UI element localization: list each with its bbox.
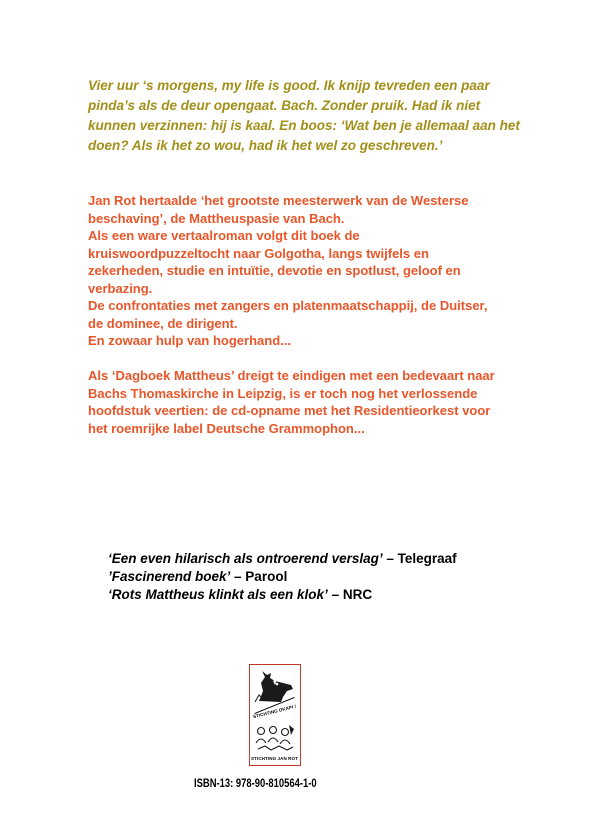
- review-source: – NRC: [327, 587, 373, 602]
- review-nrc: [108, 586, 548, 604]
- blurb-paragraph-2: Als ‘Dagboek Mattheus’ dreigt te eindigen met een bedevaart naar Bachs Thomaskirche in Leipzig, is er toch nog het verlossende hoofdstuk veertien: de cd-opname met het Residentieorkest voor het roemrijke label Deutsche Grammophon...: [88, 368, 495, 436]
- blurb-line: Als een ware vertaalroman volgt dit boek de kruiswoordpuzzeltocht naar Golgotha, langs twijfels en zekerheden, studie en intuïtie, devotie en spotlust, geloof en verbazing.: [88, 228, 461, 296]
- review-quote: ‘Rots Mattheus klinkt als een klok’: [108, 587, 328, 602]
- logo-label-top: STICHTING OKAPI /: [252, 703, 297, 720]
- publisher-logo: [249, 664, 301, 766]
- press-reviews: [108, 550, 548, 604]
- review-source: – Parool: [230, 569, 288, 584]
- isbn-number: ISBN-13: 978-90-810564-1-0: [194, 778, 317, 790]
- review-telegraaf: [108, 550, 548, 568]
- blurb-line: Jan Rot hertaalde ‘het grootste meesterwerk van de Westerse beschaving’, de Mattheuspasie van Bach.: [88, 193, 469, 226]
- review-quote: ‘Een even hilarisch als ontroerend verslag’: [108, 551, 383, 566]
- opening-quote: Vier uur ‘s morgens, my life is good. Ik knijp tevreden een paar pinda’s als de deur opengaat. Bach. Zonder pruik. Had ik niet kunnen verzinnen: hij is kaal. En boos: ‘Wat ben je allemaal aan het doen? Als ik het zo wou, had ik het wel zo geschreven.’: [88, 78, 520, 153]
- review-quote: ’Fascinerend boek’: [108, 569, 231, 584]
- crowd-sketch-icon: [253, 723, 296, 753]
- blurb-line: En zowaar hulp van hogerhand...: [88, 333, 291, 348]
- blurb-paragraph-1: [88, 192, 498, 350]
- logo-label-bottom: STICHTING JAN ROT: [251, 756, 298, 761]
- blurb: [88, 192, 498, 437]
- review-source: – Telegraaf: [382, 551, 457, 566]
- blurb-line: De confrontaties met zangers en platenmaatschappij, de Duitser, de dominee, de dirigent.: [88, 298, 488, 331]
- review-parool: [108, 568, 548, 586]
